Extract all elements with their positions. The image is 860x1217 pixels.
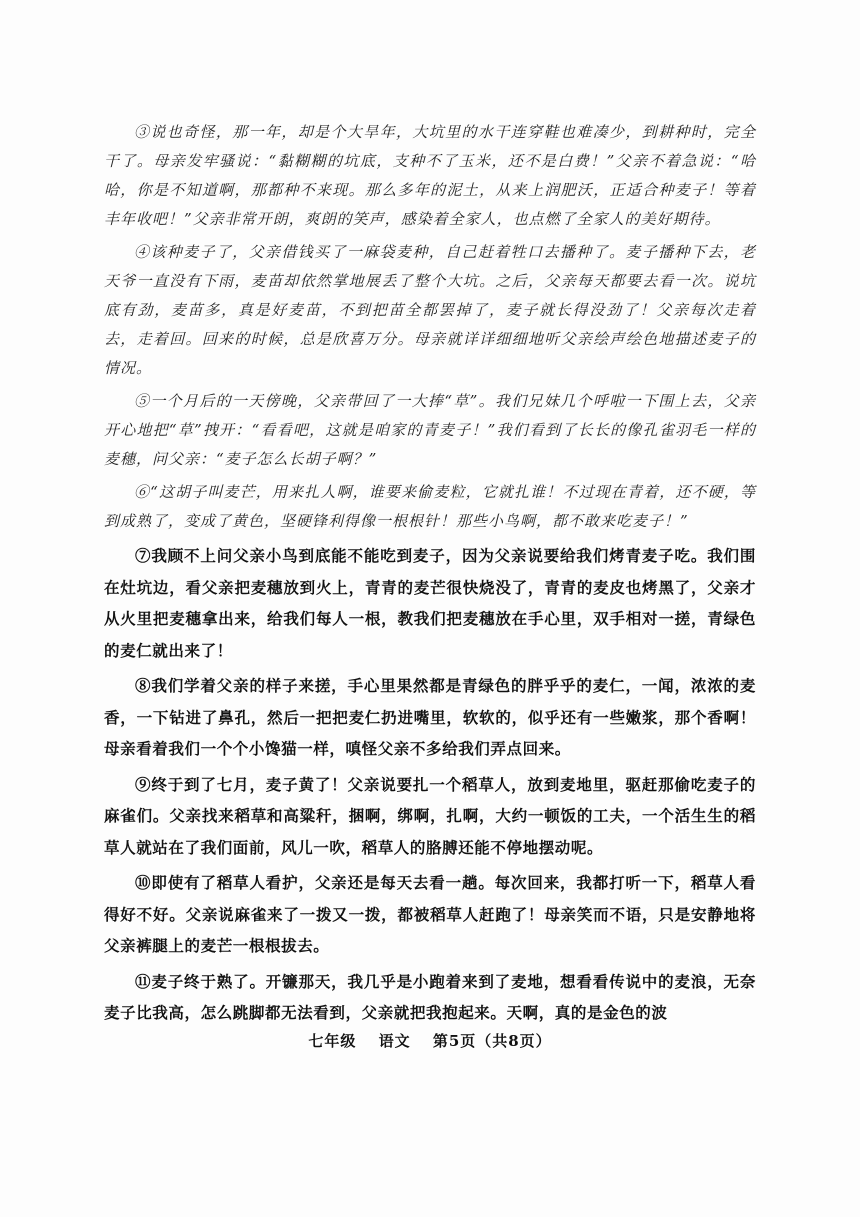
paragraph-4: ④该种麦子了，父亲借钱买了一麻袋麦种，自己赶着牲口去播种了。麦子播种下去，老天爷一直没有下雨，麦苗却依然掌地展丢了整个大坑。之后，父亲每天都要去看一次。说坑底有劲，麦苗多，真是好麦苗，不到把苗全都罢掉了，麦子就长得没劲了！父亲每次走着去，走着回。回来的时候，总是欣喜万分。母亲就详详细细地听父亲绘声绘色地描述麦子的情况。	[104, 243, 756, 377]
page-footer	[0, 1030, 860, 1051]
footer-grade: 七年级	[308, 1032, 357, 1050]
reading-passage	[104, 118, 756, 1029]
paragraph-9: ⑨终于到了七月，麦子黄了！父亲说要扎一个稻草人，放到麦地里，驱赶那偷吃麦子的麻雀们。父亲找来稻草和高粱秆，捆啊，绑啊，扎啊，大约一顿饭的工夫，一个活生生的稻草人就站在了我们面前，风儿一吹，稻草人的胳膊还能不停地摆动呢。	[104, 774, 756, 857]
footer-subject: 语文	[378, 1032, 411, 1050]
paragraph-3: ③说也奇怪，那一年，却是个大旱年，大坑里的水干连穿鞋也难凑少，到耕种时，完全干了。母亲发牢骚说：“黏糊糊的坑底，支种不了玉米，还不是白费！”父亲不着急说：“哈哈，你是不知道啊，那都种不来现。那么多年的泥土，从来上润肥沃，正适合种麦子！等着丰年收吧！”父亲非常开朗，爽朗的笑声，感染着全家人，也点燃了全家人的美好期待。	[104, 123, 756, 228]
paragraph-8: ⑧我们学着父亲的样子来搓，手心里果然都是青绿色的胖乎乎的麦仁，一闻，浓浓的麦香，一下钻进了鼻孔，然后一把把麦仁扔进嘴里，软软的，似乎还有一些嫩浆，那个香啊！母亲看着我们一个个小馋猫一样，嗔怪父亲不多给我们弄点回来。	[104, 676, 756, 758]
paragraph-10: ⑩即使有了稻草人看护，父亲还是每天去看一趟。每次回来，我都打听一下，稻草人看得好不好。父亲说麻雀来了一拨又一拨，都被稻草人赶跑了！母亲笑而不语，只是安静地将父亲裤腿上的麦芒一根根拔去。	[104, 873, 756, 955]
paragraph-7: ⑦我顾不上问父亲小鸟到底能不能吃到麦子，因为父亲说要给我们烤青麦子吃。我们围在灶坑边，看父亲把麦穗放到火上，青青的麦芒很快烧没了，青青的麦皮也烤黑了，父亲才从火里把麦穗拿出来，给我们每人一根，教我们把麦穗放在手心里，双手相对一搓，青绿色的麦仁就出来了！	[104, 546, 756, 660]
footer-page-number: 第5页（共8页）	[432, 1032, 552, 1050]
paragraph-11: ⑪麦子终于熟了。开镰那天，我几乎是小跑着来到了麦地，想看看传说中的麦浪，无奈麦子比我高，怎么跳脚都无法看到，父亲就把我抱起来。天啊，真的是金色的波	[104, 971, 756, 1022]
paragraph-5: ⑤一个月后的一天傍晚，父亲带回了一大捧“草”。我们兄妹几个呼啦一下围上去，父亲开心地把“草”拽开：“看看吧，这就是咱家的青麦子！”我们看到了长长的像孔雀羽毛一样的麦穗，问父亲：“麦子怎么长胡子啊？”	[104, 392, 756, 468]
paragraph-6: ⑥“这胡子叫麦芒，用来扎人啊，谁要来偷麦粒，它就扎谁！不过现在青着，还不硬，等到成熟了，变成了黄色，坚硬锋利得像一根根针！那些小鸟啊，都不敢来吃麦子！”	[104, 483, 756, 530]
